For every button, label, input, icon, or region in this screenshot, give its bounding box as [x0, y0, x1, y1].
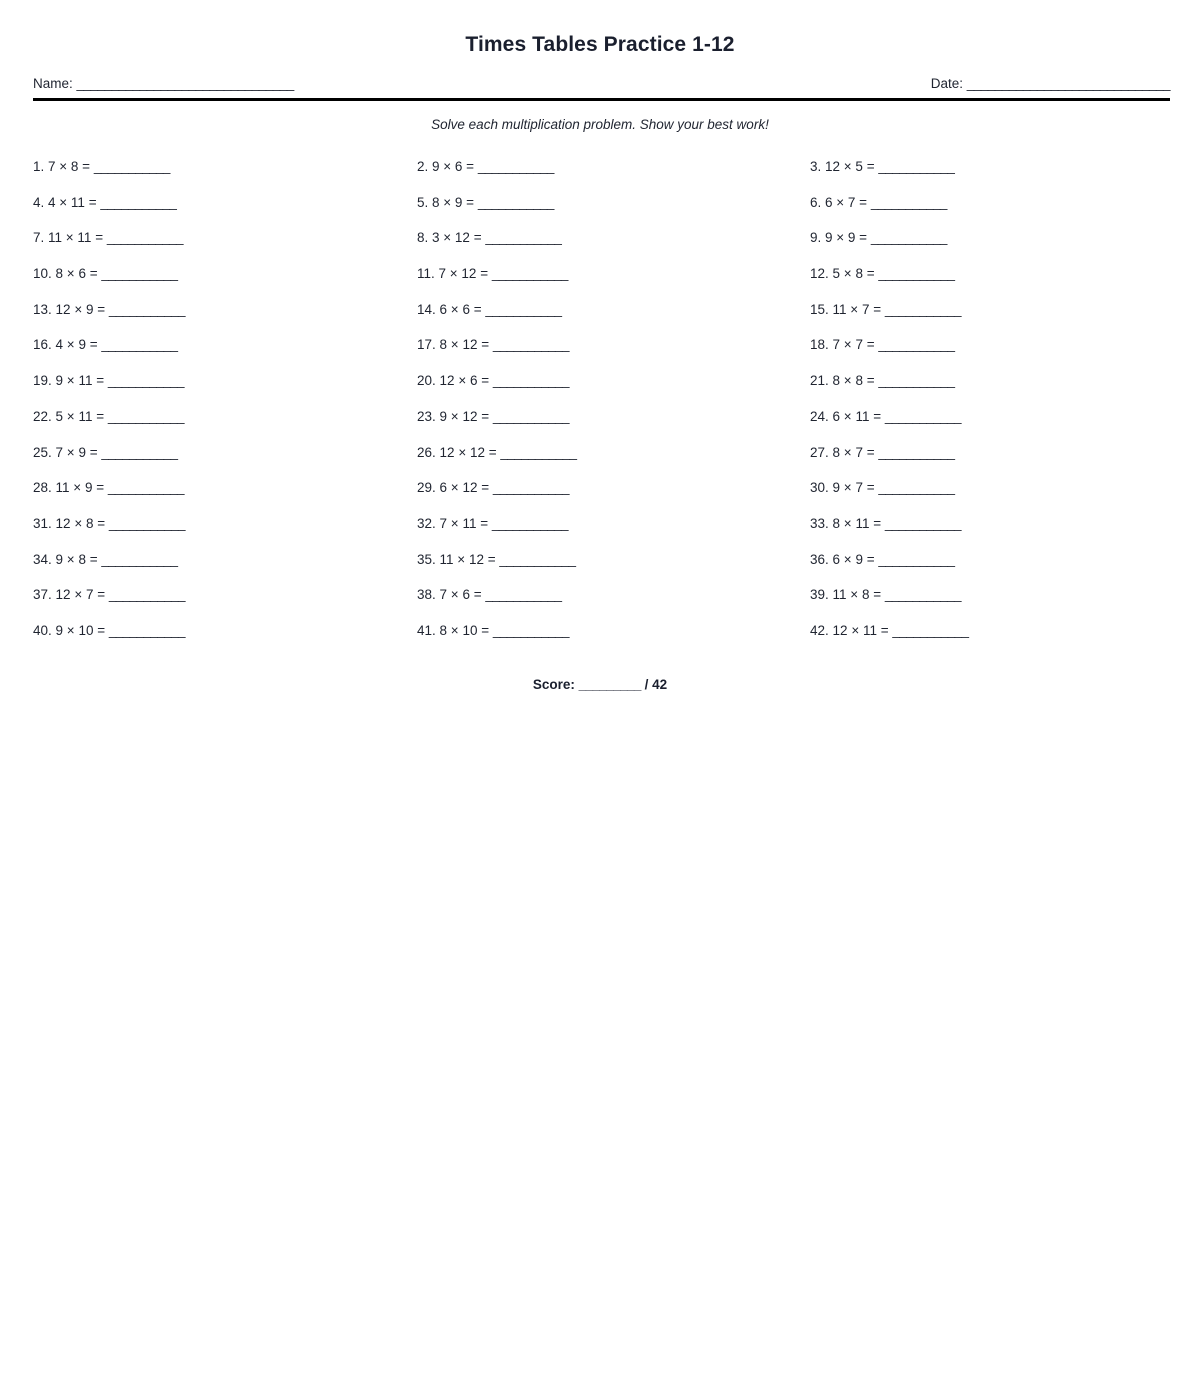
date-field[interactable] [931, 76, 1170, 91]
problem-number: 7. [33, 230, 45, 246]
problem-expression: 8 × 10 = [439, 622, 490, 638]
answer-blank-line[interactable]: ___________ [884, 301, 961, 317]
problem-item [33, 327, 417, 363]
answer-blank-line[interactable]: ___________ [106, 230, 183, 246]
problem-expression: 9 × 9 = [825, 230, 868, 246]
problem-number: 23. [417, 408, 436, 424]
problem-expression: 9 × 10 = [55, 622, 106, 638]
problem-expression: 8 × 8 = [832, 373, 875, 389]
problem-expression: 4 × 11 = [48, 194, 97, 210]
problem-number: 31. [33, 515, 52, 531]
problem-item [33, 542, 417, 578]
problem-number: 15. [810, 301, 829, 317]
problem-item [33, 256, 417, 292]
problem-expression: 5 × 11 = [55, 408, 105, 424]
problem-number: 18. [810, 337, 829, 353]
problem-number: 11. [417, 266, 435, 282]
problem-item [810, 470, 1200, 506]
answer-blank-line[interactable]: ___________ [892, 622, 969, 638]
problem-number: 9. [810, 230, 822, 246]
problem-number: 22. [33, 408, 52, 424]
problem-item [33, 470, 417, 506]
problem-expression: 9 × 12 = [439, 408, 490, 424]
problem-item [417, 327, 810, 363]
problem-number: 36. [810, 551, 829, 567]
problem-expression: 7 × 11 = [439, 515, 489, 531]
answer-blank-line[interactable]: ___________ [492, 337, 569, 353]
problem-expression: 12 × 6 = [439, 373, 490, 389]
problem-expression: 8 × 7 = [832, 444, 875, 460]
problem-expression: 7 × 7 = [832, 337, 875, 353]
problem-expression: 6 × 12 = [439, 480, 490, 496]
problem-item [810, 435, 1200, 471]
answer-blank-line[interactable]: ___________ [492, 480, 569, 496]
answer-blank-line[interactable]: ___________ [492, 408, 569, 424]
date-blank-line[interactable]: _____________________________ [966, 76, 1170, 91]
problem-expression: 12 × 9 = [55, 301, 106, 317]
problem-number: 26. [417, 444, 436, 460]
answer-blank-line[interactable]: ___________ [878, 444, 955, 460]
answer-blank-line[interactable]: ___________ [878, 266, 955, 282]
problem-item [417, 577, 810, 613]
problem-number: 33. [810, 515, 829, 531]
problem-number: 42. [810, 622, 829, 638]
problem-item [810, 256, 1200, 292]
date-label: Date: [930, 76, 963, 91]
name-blank-line[interactable]: _______________________________ [76, 76, 294, 91]
problem-expression: 11 × 9 = [55, 480, 105, 496]
problem-expression: 12 × 5 = [825, 159, 875, 174]
problem-item [417, 542, 810, 578]
problem-number: 41. [417, 622, 436, 638]
problem-expression: 7 × 9 = [55, 444, 98, 460]
problem-number: 1. [33, 159, 45, 174]
answer-blank-line[interactable]: ___________ [485, 230, 562, 246]
answer-blank-line[interactable]: ___________ [477, 194, 554, 210]
problem-expression: 6 × 7 = [825, 194, 868, 210]
problem-grid [0, 132, 1200, 649]
problem-number: 38. [417, 587, 436, 603]
problem-number: 2. [417, 159, 429, 174]
answer-blank-line[interactable]: ___________ [491, 515, 568, 531]
answer-blank-line[interactable]: ___________ [492, 622, 569, 638]
problem-number: 17. [417, 337, 436, 353]
score-row [0, 649, 1200, 692]
answer-blank-line[interactable]: ___________ [101, 337, 178, 353]
answer-blank-line[interactable]: ___________ [491, 266, 568, 282]
problem-item [810, 399, 1200, 435]
problem-expression: 12 × 7 = [55, 587, 106, 603]
problem-item [417, 613, 810, 649]
problem-item [33, 292, 417, 328]
answer-blank-line[interactable]: ___________ [107, 480, 184, 496]
problem-expression: 11 × 8 = [832, 587, 882, 603]
problem-number: 8. [417, 230, 429, 246]
answer-blank-line[interactable]: ___________ [108, 515, 185, 531]
problem-number: 34. [33, 551, 52, 567]
answer-blank-line[interactable]: ___________ [878, 480, 955, 496]
problem-expression: 12 × 11 = [832, 622, 889, 638]
problem-number: 20. [417, 373, 436, 389]
problem-number: 14. [417, 301, 436, 317]
problem-item [810, 220, 1200, 256]
problem-expression: 5 × 8 = [832, 266, 875, 282]
problem-item [810, 577, 1200, 613]
problem-number: 4. [33, 194, 45, 210]
problem-number: 37. [33, 587, 52, 603]
name-label: Name: [33, 76, 73, 91]
problem-number: 28. [33, 480, 52, 496]
answer-blank-line[interactable]: ___________ [108, 622, 185, 638]
problem-expression: 7 × 6 = [439, 587, 482, 603]
problem-number: 21. [810, 373, 829, 389]
answer-blank-line[interactable]: ___________ [101, 551, 178, 567]
answer-blank-line[interactable]: ___________ [101, 444, 178, 460]
problem-item [417, 435, 810, 471]
problem-item [417, 185, 810, 221]
problem-number: 35. [417, 551, 436, 567]
page-title: Times Tables Practice 1-12 [465, 33, 735, 56]
problem-item [810, 542, 1200, 578]
answer-blank-line[interactable]: ___________ [878, 551, 955, 567]
problem-number: 30. [810, 480, 829, 496]
problem-expression: 9 × 11 = [55, 373, 105, 389]
answer-blank-line[interactable]: ___________ [108, 301, 185, 317]
problem-number: 10. [33, 266, 52, 282]
answer-blank-line[interactable]: ___________ [884, 408, 961, 424]
problem-item [33, 435, 417, 471]
instructions-text: Solve each multiplication problem. Show your best work! [431, 117, 769, 132]
student-info-row [33, 57, 1170, 91]
problem-item [33, 220, 417, 256]
problem-item [417, 220, 810, 256]
answer-blank-line[interactable]: ___________ [485, 587, 562, 603]
problem-expression: 6 × 6 = [439, 301, 482, 317]
problem-expression: 12 × 8 = [55, 515, 106, 531]
problem-number: 29. [417, 480, 436, 496]
name-field[interactable] [33, 76, 294, 91]
problem-item [33, 363, 417, 399]
answer-blank-line[interactable]: ___________ [878, 373, 955, 389]
problem-number: 12. [810, 266, 829, 282]
problem-expression: 8 × 12 = [439, 337, 490, 353]
answer-blank-line[interactable]: ___________ [878, 337, 955, 353]
answer-blank-line[interactable]: ___________ [93, 159, 170, 174]
problem-expression: 7 × 8 = [48, 159, 91, 174]
answer-blank-line[interactable]: ___________ [878, 159, 955, 174]
problem-number: 39. [810, 587, 829, 603]
problem-expression: 7 × 12 = [438, 266, 489, 282]
problem-item [417, 399, 810, 435]
problem-expression: 8 × 11 = [832, 515, 882, 531]
score-blank-line[interactable]: _________ [578, 676, 641, 692]
problem-item [33, 399, 417, 435]
problem-number: 6. [810, 194, 822, 210]
problem-number: 40. [33, 622, 52, 638]
problem-item [417, 292, 810, 328]
problem-item [33, 577, 417, 613]
problem-item [417, 363, 810, 399]
problem-item [417, 149, 810, 185]
score-total: / 42 [644, 676, 668, 692]
problem-number: 13. [33, 301, 52, 317]
answer-blank-line[interactable]: ___________ [499, 551, 576, 567]
answer-blank-line[interactable]: ___________ [884, 515, 961, 531]
problem-item [417, 256, 810, 292]
problem-expression: 9 × 7 = [832, 480, 875, 496]
problem-expression: 9 × 6 = [432, 159, 475, 174]
score-label: Score: [532, 676, 575, 692]
answer-blank-line[interactable]: ___________ [500, 444, 577, 460]
problem-item [33, 506, 417, 542]
answer-blank-line[interactable]: ___________ [107, 408, 184, 424]
problem-item [417, 470, 810, 506]
problem-number: 25. [33, 444, 52, 460]
problem-number: 5. [417, 194, 429, 210]
problem-number: 16. [33, 337, 52, 353]
problem-number: 32. [417, 515, 436, 531]
problem-expression: 11 × 12 = [439, 551, 496, 567]
problem-item [810, 149, 1200, 185]
problem-expression: 8 × 9 = [432, 194, 475, 210]
answer-blank-line[interactable]: ___________ [100, 194, 177, 210]
problem-expression: 11 × 7 = [832, 301, 882, 317]
problem-item [33, 149, 417, 185]
problem-expression: 6 × 11 = [832, 408, 882, 424]
problem-expression: 8 × 6 = [55, 266, 98, 282]
answer-blank-line[interactable]: ___________ [870, 230, 947, 246]
problem-item [810, 613, 1200, 649]
problem-number: 27. [810, 444, 829, 460]
problem-expression: 11 × 11 = [48, 230, 104, 246]
problem-expression: 3 × 12 = [432, 230, 482, 246]
answer-blank-line[interactable]: ___________ [107, 373, 184, 389]
problem-item [810, 363, 1200, 399]
problem-number: 24. [810, 408, 829, 424]
problem-item [810, 327, 1200, 363]
problem-expression: 12 × 12 = [439, 444, 497, 460]
problem-expression: 9 × 8 = [55, 551, 98, 567]
problem-item [810, 185, 1200, 221]
problem-number: 19. [33, 373, 52, 389]
problem-item [810, 506, 1200, 542]
answer-blank-line[interactable]: ___________ [101, 266, 178, 282]
problem-item [810, 292, 1200, 328]
problem-expression: 6 × 9 = [832, 551, 875, 567]
answer-blank-line[interactable]: ___________ [884, 587, 961, 603]
answer-blank-line[interactable]: ___________ [477, 159, 554, 174]
answer-blank-line[interactable]: ___________ [870, 194, 947, 210]
answer-blank-line[interactable]: ___________ [492, 373, 569, 389]
answer-blank-line[interactable]: ___________ [108, 587, 185, 603]
problem-item [33, 185, 417, 221]
problem-item [417, 506, 810, 542]
problem-expression: 4 × 9 = [55, 337, 98, 353]
problem-item [33, 613, 417, 649]
problem-number: 3. [810, 159, 822, 174]
answer-blank-line[interactable]: ___________ [485, 301, 562, 317]
